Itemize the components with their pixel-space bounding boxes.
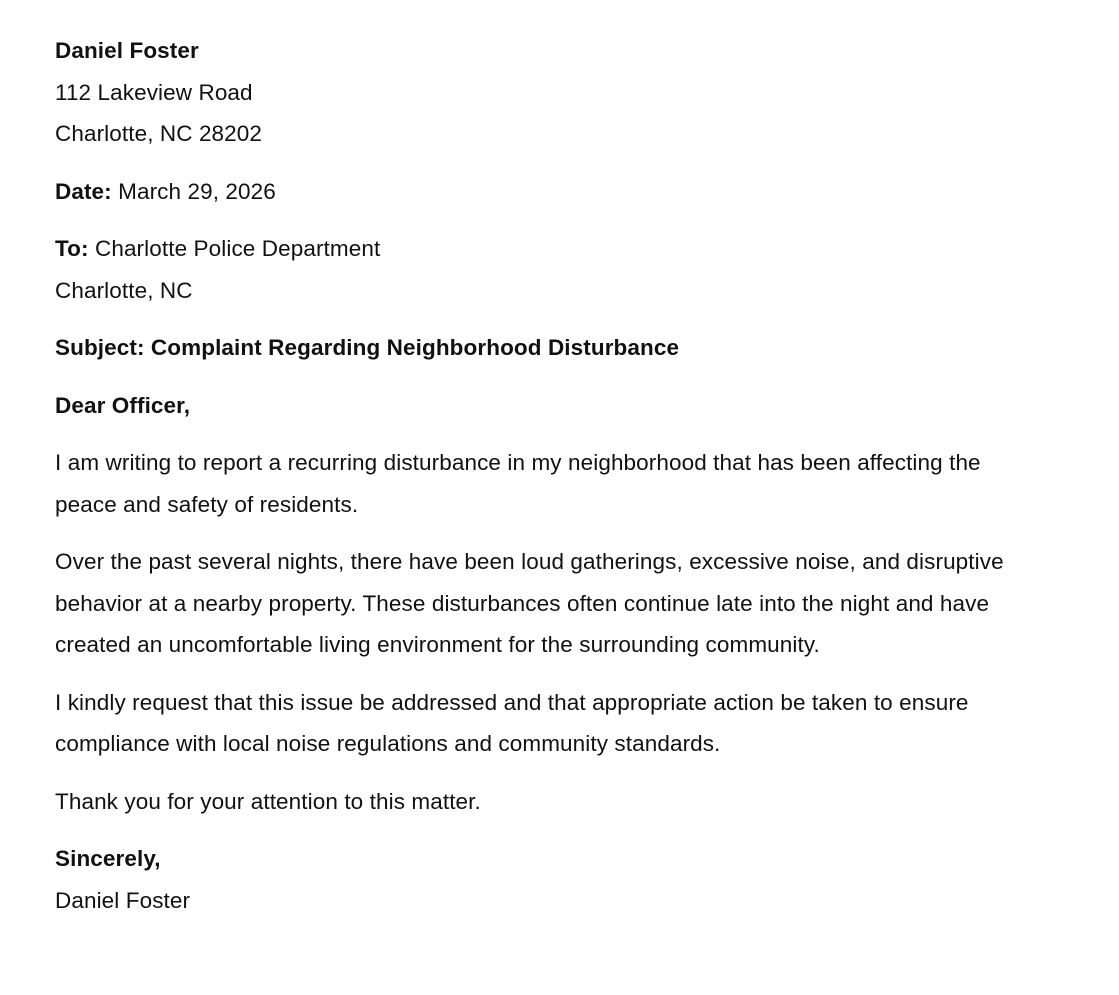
date-label: Date: — [55, 178, 112, 204]
subject-value: Complaint Regarding Neighborhood Disturbance — [150, 335, 680, 360]
date-value: March 29, 2026 — [118, 178, 276, 204]
recipient-block — [55, 228, 1045, 311]
body-paragraph-3: I kindly request that this issue be addressed and that appropriate action be taken to ensure compliance with local noise regulations and community standards. — [55, 689, 969, 756]
sender-address-line2: Charlotte, NC 28202 — [55, 121, 263, 146]
closing: Sincerely, — [55, 846, 161, 871]
recipient-location: Charlotte, NC — [55, 277, 193, 303]
body-paragraph-1: I am writing to report a recurring disturbance in my neighborhood that has been affecting the peace and safety of residents. — [55, 450, 981, 517]
subject-line — [55, 327, 1045, 369]
subject-label: Subject: — [55, 335, 145, 360]
sender-name: Daniel Foster — [55, 38, 199, 63]
recipient-line — [55, 228, 1045, 270]
sender-address-line1: 112 Lakeview Road — [55, 79, 253, 105]
body-paragraph-4: Thank you for your attention to this matter. — [55, 788, 481, 814]
recipient-name: Charlotte Police Department — [94, 236, 381, 261]
subject-block — [55, 327, 1045, 369]
date-line — [55, 171, 1045, 213]
closing-block — [55, 838, 1045, 921]
salutation: Dear Officer, — [55, 392, 191, 418]
body-paragraph-2: Over the past several nights, there have been loud gatherings, excessive noise, and disruptive behavior at a nearby property. These disturbances often continue late into the night and have created an uncomfortable living environment for the surrounding community. — [55, 549, 1004, 657]
sender-block — [55, 30, 1045, 155]
signature: Daniel Foster — [55, 887, 191, 913]
recipient-label: To: — [55, 236, 89, 261]
salutation-block — [55, 385, 1045, 427]
date-block — [55, 171, 1045, 213]
